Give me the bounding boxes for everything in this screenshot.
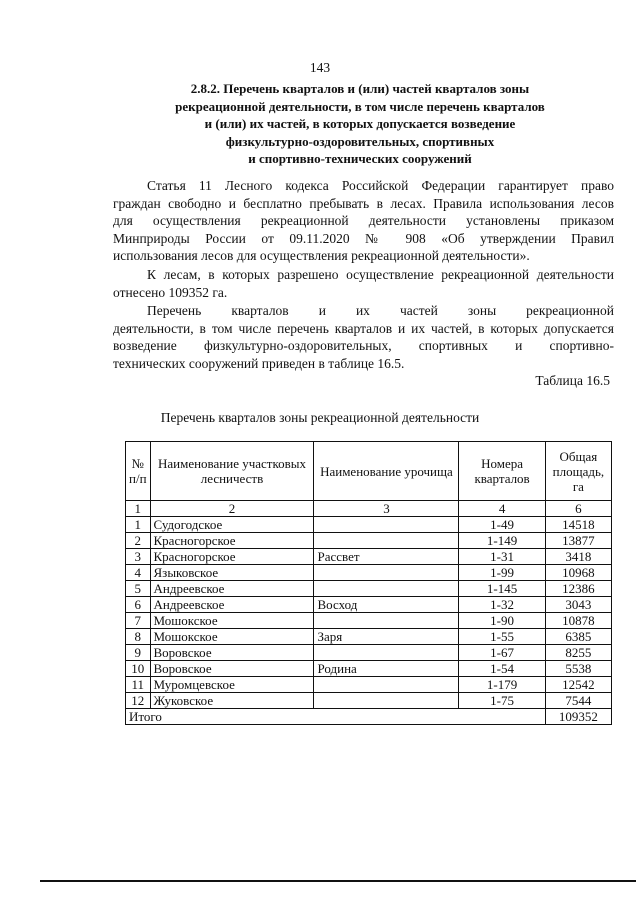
text-line: Статья 11 Лесного кодекса Российской Федерации гарантирует право [147,178,614,193]
header-cell-area: Общая площадь, га [545,442,611,501]
table-row [126,517,612,533]
row-number: 4 [126,565,151,581]
forestry-name: Муромцевское [150,677,314,693]
heading-line: 2.8.2. Перечень кварталов и (или) частей кварталов зоны [190,81,530,96]
tract-name [314,613,459,629]
footer-rule [40,880,636,882]
tract-name [314,677,459,693]
table-row [126,597,612,613]
table-row [126,565,612,581]
area-value: 3418 [545,549,611,565]
table-row [126,661,612,677]
text-line: граждан свободно и бесплатно пребывать в лесах. Правила использования лесов [113,195,614,211]
area-value: 14518 [545,517,611,533]
forestry-name: Мошокское [150,613,314,629]
header-cell-forestry: Наименование участковых лесничеств [150,442,314,501]
area-value: 10968 [545,565,611,581]
forestry-name: Красногорское [150,549,314,565]
text-line: Перечень кварталов и их частей зоны рекреационной [147,303,614,318]
area-value: 13877 [545,533,611,549]
tract-name: Родина [314,661,459,677]
tract-name [314,533,459,549]
quarter-numbers: 1-145 [459,581,545,597]
tract-name: Рассвет [314,549,459,565]
area-value: 3043 [545,597,611,613]
total-value: 109352 [545,709,611,725]
section-heading [120,80,600,168]
tract-name [314,517,459,533]
header-cell-quarters: Номера кварталов [459,442,545,501]
row-number: 6 [126,597,151,613]
table-title: Перечень кварталов зоны рекреационной деятельности [160,410,480,425]
row-number: 9 [126,645,151,661]
row-number: 8 [126,629,151,645]
heading-line: и спортивно-технических сооружений [248,151,472,166]
row-number: 7 [126,613,151,629]
paragraph-table-reference [113,302,614,372]
quarter-numbers: 1-149 [459,533,545,549]
column-number: 2 [150,501,314,517]
recreation-quarters-table [125,441,612,725]
area-value: 12542 [545,677,611,693]
area-value: 5538 [545,661,611,677]
column-number-row [126,501,612,517]
row-number: 3 [126,549,151,565]
area-value: 6385 [545,629,611,645]
tract-name [314,581,459,597]
tract-name [314,565,459,581]
heading-line: и (или) их частей, в которых допускается возведение [204,116,516,131]
text-line: К лесам, в которых разрешено осуществление рекреационной деятельности [147,267,614,282]
forestry-name: Языковское [150,565,314,581]
text-line: технических сооружений приведен в таблице 16.5. [113,355,405,371]
tract-name: Заря [314,629,459,645]
text-line: для осуществления рекреационной деятельности установлены приказом [113,213,614,228]
forestry-name: Воровское [150,645,314,661]
area-value: 10878 [545,613,611,629]
tract-name [314,693,459,709]
paragraph-recreation-area [113,266,614,301]
header-cell-tract: Наименование урочища [314,442,459,501]
tract-name [314,645,459,661]
column-number: 1 [126,501,151,517]
text-line: отнесено 109352 га. [113,284,228,300]
tract-name: Восход [314,597,459,613]
row-number: 5 [126,581,151,597]
quarter-numbers: 1-55 [459,629,545,645]
text-line: деятельности, в том числе перечень кварталов и их частей, в которых допускается [113,320,614,336]
column-number: 4 [459,501,545,517]
table-row [126,629,612,645]
table-header-row [126,442,612,501]
text-line: использования лесов для осуществления рекреационной деятельности». [113,248,530,263]
quarter-numbers: 1-49 [459,517,545,533]
quarter-numbers: 1-99 [459,565,545,581]
heading-line: рекреационной деятельности, в том числе перечень кварталов [175,98,545,114]
forestry-name: Судогодское [150,517,314,533]
table-body [126,517,612,709]
table-label: Таблица 16.5 [535,373,610,388]
table-row [126,549,612,565]
column-number: 6 [545,501,611,517]
row-number: 1 [126,517,151,533]
table-row [126,533,612,549]
quarter-numbers: 1-75 [459,693,545,709]
table-row [126,677,612,693]
row-number: 10 [126,661,151,677]
page-number: 143 [309,60,331,75]
forestry-name: Андреевское [150,581,314,597]
table-row [126,613,612,629]
quarter-numbers: 1-90 [459,613,545,629]
area-value: 8255 [545,645,611,661]
forestry-name: Красногорское [150,533,314,549]
heading-line: физкультурно-оздоровительных, спортивных [225,133,495,149]
quarter-numbers: 1-67 [459,645,545,661]
table-row [126,693,612,709]
forestry-name: Жуковское [150,693,314,709]
paragraph-article-11 [113,177,614,265]
column-number: 3 [314,501,459,517]
row-number: 12 [126,693,151,709]
total-row [126,709,612,725]
quarter-numbers: 1-179 [459,677,545,693]
quarter-numbers: 1-54 [459,661,545,677]
row-number: 2 [126,533,151,549]
table-row [126,581,612,597]
header-cell-number: № п/п [126,442,151,501]
forestry-name: Мошокское [150,629,314,645]
area-value: 12386 [545,581,611,597]
forestry-name: Воровское [150,661,314,677]
table-row [126,645,612,661]
text-line: возведение физкультурно-оздоровительных, спортивных и спортивно- [113,338,614,353]
quarter-numbers: 1-31 [459,549,545,565]
quarter-numbers: 1-32 [459,597,545,613]
forestry-name: Андреевское [150,597,314,613]
total-label: Итого [126,709,546,725]
text-line: Минприроды России от 09.11.2020 № 908 «Об утверждении Правил [113,230,614,246]
area-value: 7544 [545,693,611,709]
row-number: 11 [126,677,151,693]
